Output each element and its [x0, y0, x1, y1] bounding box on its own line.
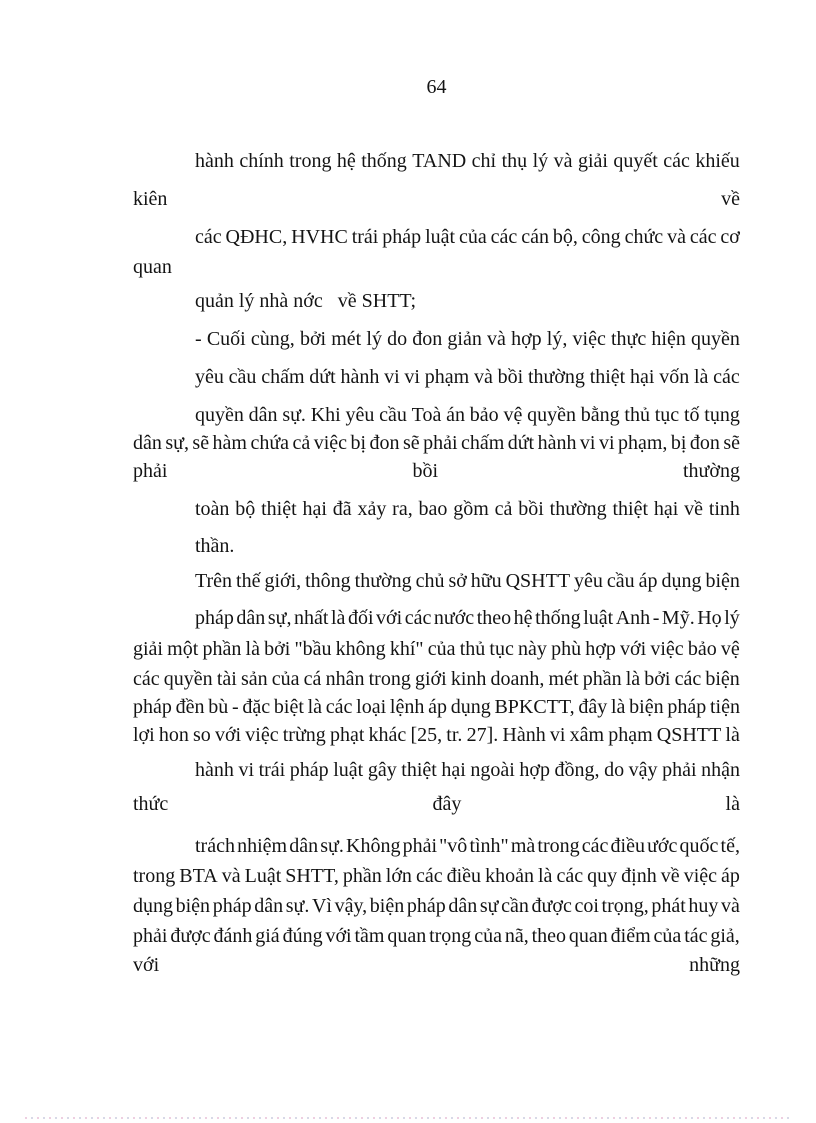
text-line: kiên về	[133, 188, 740, 210]
text-line: dân sự, sẽ hàm chứa cả việc bị đon sẽ phải chấm dứt hành vi vi phạm, bị đon sẽ	[133, 432, 740, 454]
text-line: các QĐHC, HVHC trái pháp luật của các cán bộ, công chức và các cơ	[195, 226, 740, 248]
page-number: 64	[426, 76, 447, 98]
text-line: yêu cầu chấm dứt hành vi vi phạm và bồi thường thiệt hại vốn là các	[195, 366, 740, 388]
scan-artifact-line	[25, 1117, 793, 1119]
text-line: trong BTA và Luật SHTT, phần lớn các điều khoản là các quy định về việc áp	[133, 865, 740, 887]
text-line: quyền dân sự. Khi yêu cầu Toà án bảo vệ quyền bằng thủ tục tố tụng	[195, 404, 740, 426]
text-line: hành vi trái pháp luật gây thiệt hại ngoài hợp đồng, do vậy phải nhận	[195, 759, 740, 781]
text-line: giải một phần là bởi "bầu không khí" của thủ tục này phù hợp với việc bảo vệ	[133, 638, 740, 660]
text-line: hành chính trong hệ thống TAND chỉ thụ lý và giải quyết các khiếu	[195, 150, 740, 172]
text-line: dụng biện pháp dân sự. Vì vậy, biện pháp dân sự cần được coi trọng, phát huy và	[133, 895, 740, 917]
text-line: thức đây là	[133, 793, 740, 815]
text-line: lợi hon so với việc trừng phạt khác [25, tr. 27]. Hành vi xâm phạm QSHTT là	[133, 724, 740, 746]
text-line: thần.	[195, 535, 235, 557]
text-line: - Cuối cùng, bởi mét lý do đon giản và hợp lý, việc thực hiện quyền	[195, 328, 740, 350]
text-line: Trên thế giới, thông thường chủ sở hữu QSHTT yêu cầu áp dụng biện	[195, 570, 740, 592]
text-line: pháp đền bù - đặc biệt là các loại lệnh áp dụng BPKCTT, đây là biện pháp tiện	[133, 696, 740, 718]
text-line: pháp dân sự, nhất là đối với các nước theo hệ thống luật Anh - Mỹ. Họ lý	[195, 607, 740, 629]
text-line: quản lý nhà nớc về SHTT;	[195, 290, 417, 312]
text-line: phải bồi thường	[133, 460, 740, 482]
text-line: quan	[133, 256, 172, 278]
text-line: phải được đánh giá đúng với tầm quan trọng của nã, theo quan điểm của tác giả,	[133, 925, 740, 947]
text-line: với những	[133, 954, 740, 976]
text-line: toàn bộ thiệt hại đã xảy ra, bao gồm cả bồi thường thiệt hại về tinh	[195, 498, 740, 520]
text-line: các quyền tài sản của cá nhân trong giới kinh doanh, mét phần là bởi các biện	[133, 668, 740, 690]
text-line: trách nhiệm dân sự. Không phải "vô tình" mà trong các điều ước quốc tế,	[195, 835, 740, 857]
